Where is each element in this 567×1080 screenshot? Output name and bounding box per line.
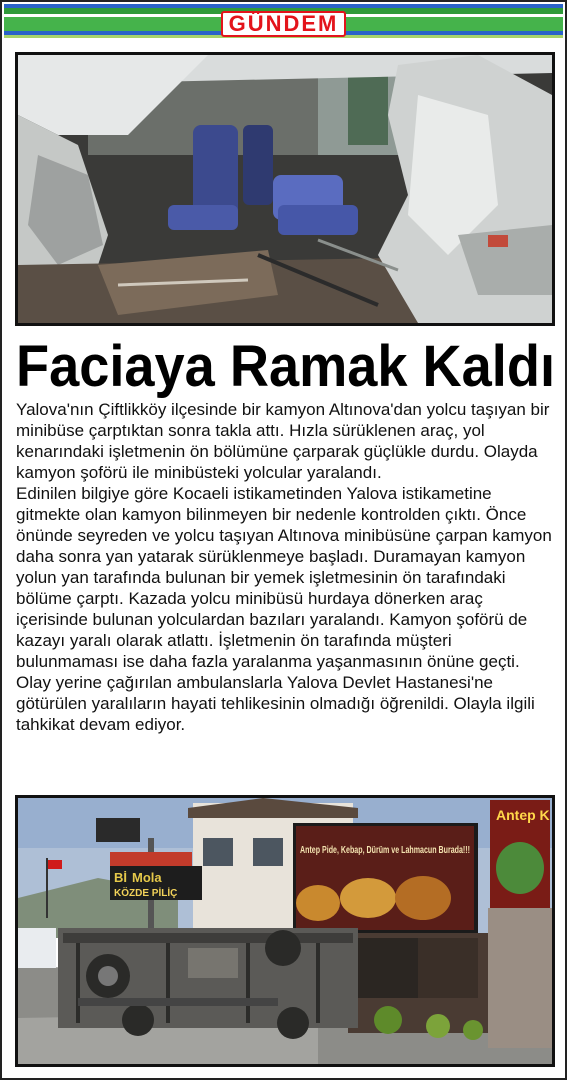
sign-mola: Mola [132, 870, 162, 885]
article-paragraph: Yalova'nın Çiftlikköy ilçesinde bir kamyon Altınova'dan yolcu taşıyan bir minibüse çarptıktan sonra takla attı. Hızla sürüklenen araç, yol kenarındaki işletmenin ön bölümüne çarparak güçlükle durdu. Olayda kamyon şoförü ile minibüsteki yolcular yaralandı. [16, 400, 550, 482]
accident-photo-truck [15, 795, 555, 1067]
minibus-wreck-illustration [18, 55, 552, 323]
section-header [2, 10, 565, 38]
sign-stop-prefix: Bİ [114, 870, 127, 885]
headline-text: Faciaya Ramak Kaldı [16, 334, 555, 398]
section-label: GÜNDEM [221, 11, 347, 37]
accident-photo-minibus [15, 52, 555, 326]
article-body [16, 399, 554, 735]
restaurant-banner-text: Antep Pide, Kebap, Dürüm ve Lahmacun Burada!!! [300, 845, 470, 856]
article-paragraph: Edinilen bilgiye göre Kocaeli istikametinden Yalova istikametine gitmekte olan kamyon bilinmeyen bir nedenle kontrolden çıktı. Önce önünde seyreden ve yolcu taşıyan Altınova minibüsüne çarpan kamyon daha sonra yan yatarak sürüklenmeye başladı. Duramayan kamyon yolun yan tarafında bulunan bir yemek işletmesinin ön tarafındaki bölüme çarptı. Kazada yolcu minibüsü hurdaya dönerken araç içerisinde bulunan yolculardan bazıları yaralandı. Kamyon şoförü de kazayı yaralı olarak atlattı. İşletmenin ön tarafında müşteri bulunmaması ise daha fazla yaralanma yaşanmasının önüne geçti. Olay yerine çağırılan ambulanslarla Yalova Devlet Hastanesi'ne götürülen yaralıların hayati tehlikesinin olmadığı öğrenildi. Olayla ilgili tahkikat devam ediyor. [16, 484, 552, 734]
sign-chicken: KÖZDE PİLİÇ [114, 888, 178, 899]
overturned-truck-illustration [18, 798, 552, 1064]
headline-wordmark [12, 328, 559, 398]
headline [12, 328, 559, 398]
corner-sign-text: Antep K [496, 807, 550, 823]
